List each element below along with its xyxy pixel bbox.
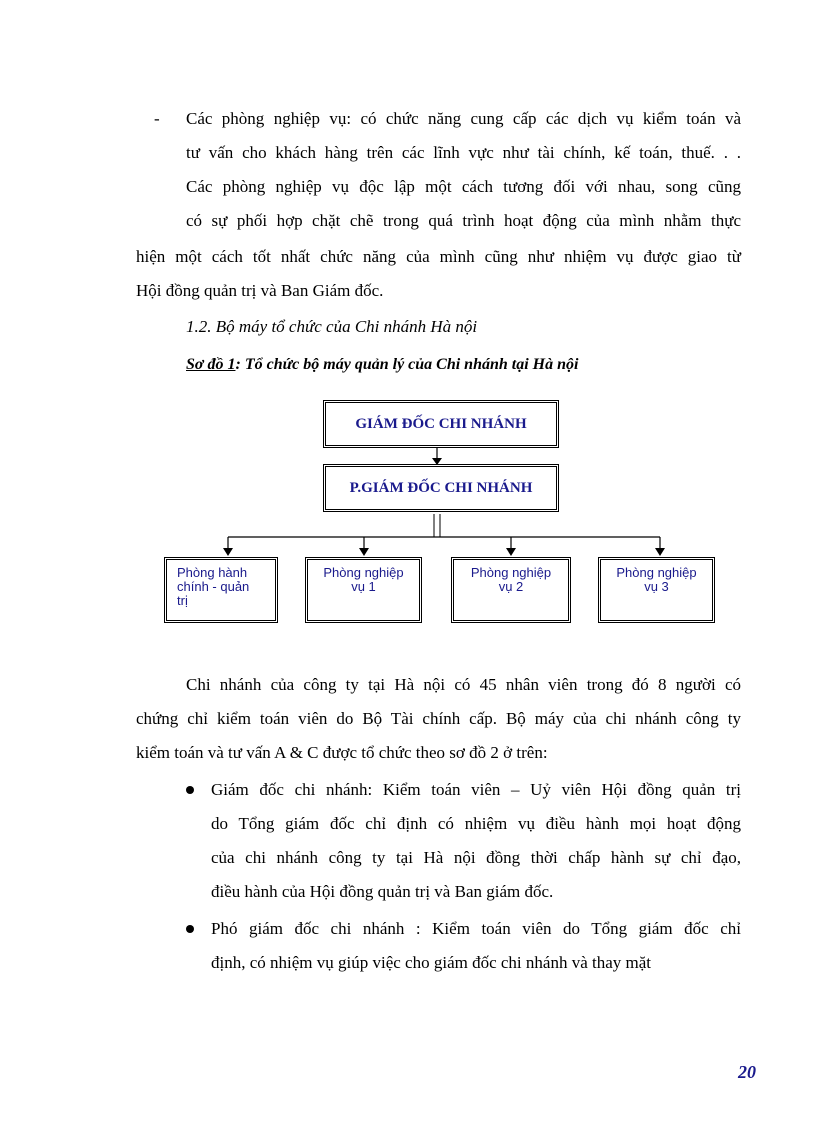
diagram-title-label: Sơ đồ 1	[186, 356, 236, 373]
text-line: chứng chỉ kiểm toán viên do Bộ Tài chính cấp. Bộ máy của chi nhánh công ty	[136, 709, 741, 728]
department-label: vụ 1	[351, 579, 376, 594]
list-dash: -	[154, 109, 160, 128]
org-box-department	[164, 557, 278, 623]
text-line: của chi nhánh công ty tại Hà nội đồng thời chấp hành sự chỉ đạo,	[211, 848, 741, 867]
department-label: vụ 2	[498, 579, 524, 594]
org-box-director	[323, 400, 559, 448]
department-label: Phòng nghiệp	[323, 565, 404, 580]
text-line: điều hành của Hội đồng quản trị và Ban giám đốc.	[211, 882, 554, 901]
text-line: Hội đồng quản trị và Ban Giám đốc.	[136, 281, 384, 300]
text-line: tư vấn cho khách hàng trên các lĩnh vực như tài chính, kế toán, thuế. . .	[186, 143, 741, 162]
text-line: Giám đốc chi nhánh: Kiểm toán viên – Uỷ viên Hội đồng quản trị	[211, 780, 741, 799]
text-line: Các phòng nghiệp vụ độc lập một cách tương đối với nhau, song cũng	[186, 177, 741, 196]
org-box-department	[451, 557, 571, 623]
org-box-deputy	[323, 464, 559, 512]
department-label: Phòng hành	[177, 565, 248, 580]
text-line: Chi nhánh của công ty tại Hà nội có 45 nhân viên trong đó 8 người có	[186, 675, 741, 694]
department-label: Phòng nghiệp	[470, 565, 552, 580]
text-line: định, có nhiệm vụ giúp việc cho giám đốc chi nhánh và thay mặt	[211, 953, 651, 972]
text-line: Phó giám đốc chi nhánh : Kiểm toán viên do Tổng giám đốc chỉ	[211, 919, 741, 938]
page-number: 20	[738, 1062, 756, 1082]
org-box-department	[598, 557, 715, 623]
bullet-icon	[186, 925, 194, 933]
org-box-director-label: GIÁM ĐỐC CHI NHÁNH	[355, 415, 527, 432]
text-line: kiểm toán và tư vấn A & C được tổ chức theo sơ đồ 2 ở trên:	[136, 743, 548, 762]
text-line: hiện một cách tốt nhất chức năng của mình cũng như nhiệm vụ được giao từ	[136, 247, 741, 266]
department-label: Phòng nghiệp	[616, 565, 697, 580]
department-label: vụ 3	[644, 579, 669, 594]
text-line: do Tổng giám đốc chỉ định có nhiệm vụ điều hành mọi hoạt động	[211, 814, 741, 833]
bullet-icon	[186, 786, 194, 794]
text-line: Các phòng nghiệp vụ: có chức năng cung cấp các dịch vụ kiểm toán và	[186, 109, 741, 128]
diagram-title-text: : Tổ chức bộ máy quản lý của Chi nhánh tại Hà nội	[235, 356, 579, 373]
org-box-deputy-label: P.GIÁM ĐỐC CHI NHÁNH	[349, 479, 533, 496]
department-label: trị	[177, 593, 188, 608]
department-label: chính - quản	[177, 579, 250, 594]
text-line: có sự phối hợp chặt chẽ trong quá trình hoạt động của mình nhằm thực	[186, 211, 741, 230]
org-box-department	[305, 557, 422, 623]
section-subheading: 1.2. Bộ máy tổ chức của Chi nhánh Hà nội	[186, 317, 478, 336]
